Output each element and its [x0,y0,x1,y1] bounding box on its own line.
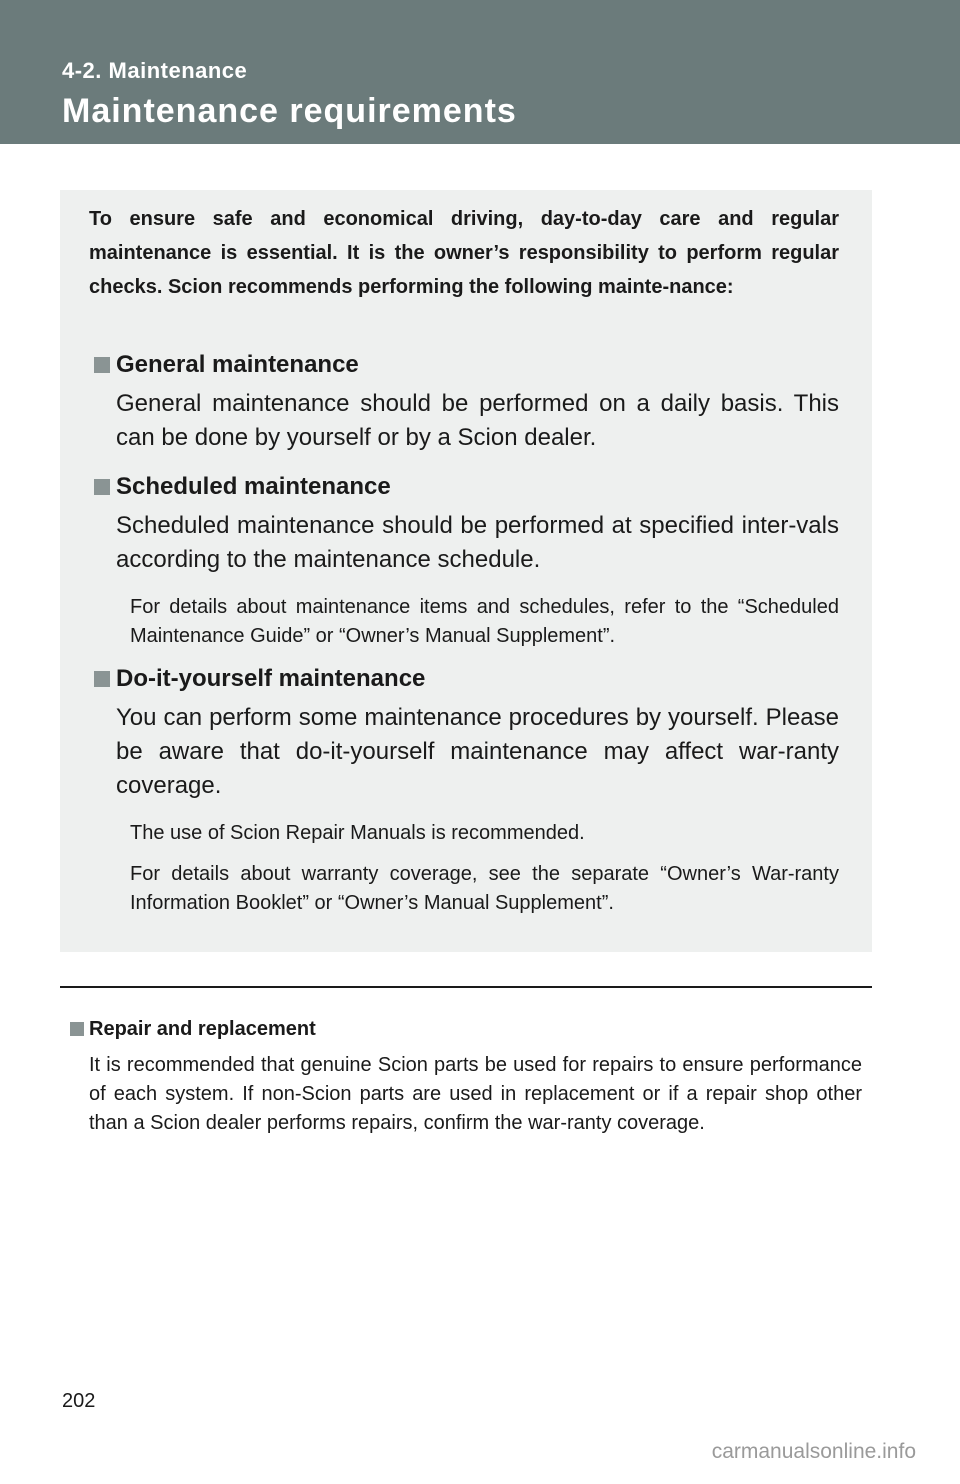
section-body: General maintenance should be performed on a daily basis. This can be done by yourself or by a Scion dealer. [116,390,839,451]
page-title: Maintenance requirements [62,92,517,130]
intro-text: To ensure safe and economical driving, day-to-day care and regular maintenance is essential. It is the owner’s responsibility to perform regular checks. Scion recommends performing the following mainte-nance: [89,208,839,298]
section-heading: Scheduled maintenance [94,470,839,504]
section-note: The use of Scion Repair Manuals is recommended. [130,822,585,844]
section-note: For details about warranty coverage, see the separate “Owner’s War-ranty Information Booklet” or “Owner’s Manual Supplement”. [130,863,839,914]
square-bullet-icon [94,479,110,495]
repair-body: It is recommended that genuine Scion parts be used for repairs to ensure performance of each system. If non-Scion parts are used in replacement or if a repair shop other than a Scion dealer performs repairs, confirm the war-ranty coverage. [89,1054,862,1134]
square-bullet-icon [94,671,110,687]
section-heading: Do-it-yourself maintenance [94,662,839,696]
section-general-maintenance [94,348,839,455]
repair-heading: Repair and replacement [70,1014,862,1044]
page-header [0,0,960,144]
page-number: 202 [62,1390,96,1412]
repair-section [70,1014,862,1138]
section-label: 4-2. Maintenance [62,58,248,83]
square-bullet-icon [70,1022,84,1036]
section-body: Scheduled maintenance should be performed at specified inter-vals according to the maintenance schedule. [116,512,839,573]
divider [60,986,872,988]
info-panel [60,190,872,952]
section-diy-maintenance [94,662,839,918]
section-heading: General maintenance [94,348,839,382]
watermark: carmanualsonline.info [711,1440,916,1463]
section-scheduled-maintenance [94,470,839,651]
section-note: For details about maintenance items and schedules, refer to the “Scheduled Maintenance Guide” or “Owner’s Manual Supplement”. [130,596,839,647]
section-body: You can perform some maintenance procedures by yourself. Please be aware that do-it-yourself maintenance may affect war-ranty coverage. [116,704,839,799]
square-bullet-icon [94,357,110,373]
